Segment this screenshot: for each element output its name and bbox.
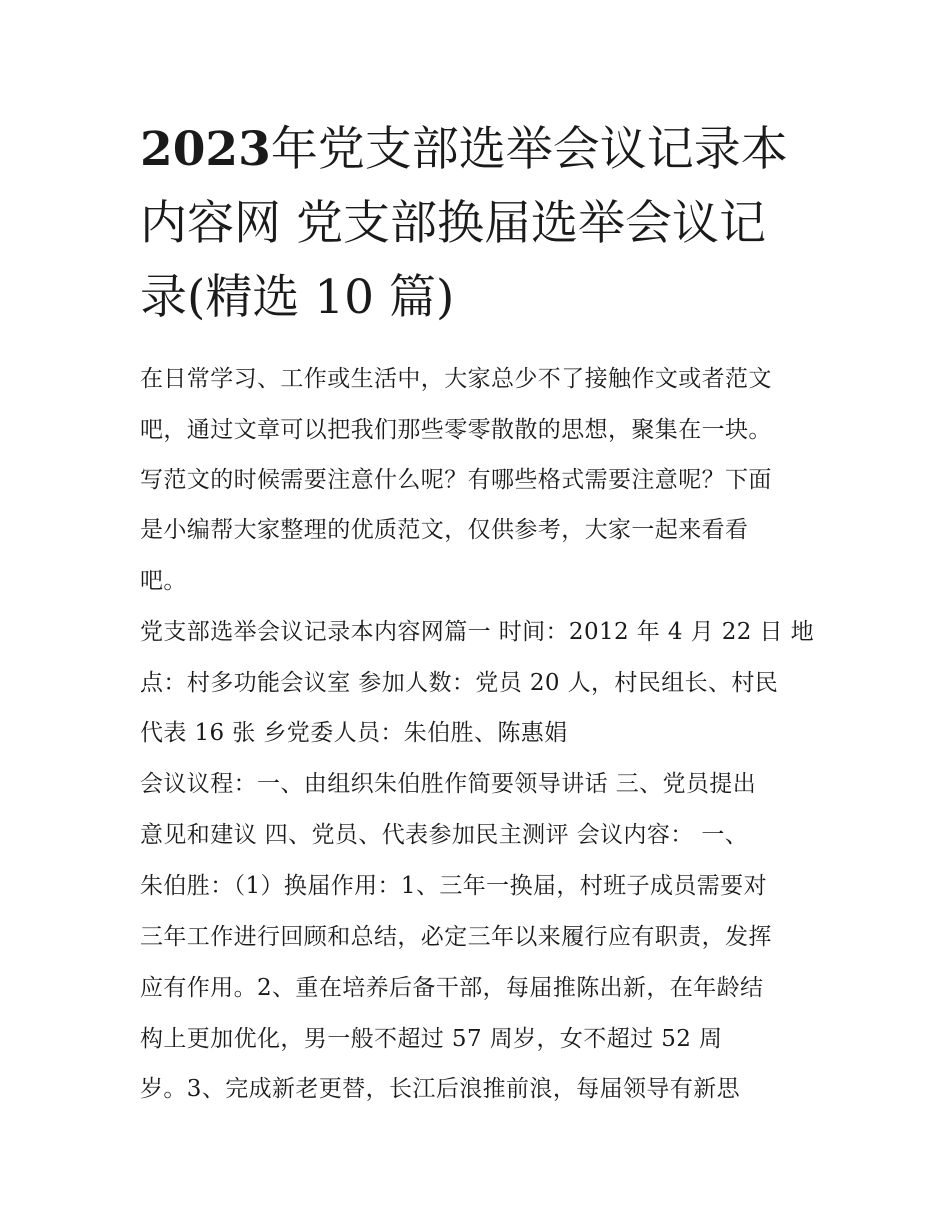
body-line: 党支部选举会议记录本内容网篇一 时间：2012 年 4 月 22 日 地 [140,619,815,645]
body-line: 岁。3、完成新老更替，长江后浪推前浪，每届领导有新思 [140,1076,741,1102]
document-title-line-3 [140,270,454,326]
body-line: 是小编帮大家整理的优质范文，仅供参考，大家一起来看看 [140,517,749,543]
body-line: 朱伯胜：（1）换届作用：1、三年一换届，村班子成员需要对 [140,873,767,899]
body-line: 会议议程：一、由组织朱伯胜作简要领导讲话 三、党员提出 [140,771,757,797]
body-line: 意见和建议 四、党员、代表参加民主测评 会议内容： 一、 [140,822,749,848]
title-year: 2023 [140,122,271,177]
body-line: 吧。 [140,568,187,594]
title-text-3: 录(精选 10 篇) [140,270,455,325]
body-line: 代表 16 张 乡党委人员：朱伯胜、陈惠娟 [140,720,568,746]
document-title-line-2 [140,196,766,252]
body-line: 吧，通过文章可以把我们那些零零散散的思想，聚集在一块。 [140,417,772,443]
title-text-1: 年党支部选举会议记录本 [270,122,788,177]
body-line: 应有作用。2、重在培养后备干部，每届推陈出新，在年龄结 [140,975,764,1001]
body-line: 三年工作进行回顾和总结，必定三年以来履行应有职责，发挥 [140,924,772,950]
body-line: 构上更加优化，男一般不超过 57 周岁，女不超过 52 周 [140,1026,723,1052]
body-line: 点：村多功能会议室 参加人数：党员 20 人，村民组长、村民 [140,670,779,696]
body-line: 写范文的时候需要注意什么呢？有哪些格式需要注意呢？下面 [140,467,772,493]
document-title-line-1 [140,122,788,178]
body-line: 在日常学习、工作或生活中，大家总少不了接触作文或者范文 [140,366,772,392]
title-text-2: 内容网 党支部换届选举会议记 [140,196,766,251]
